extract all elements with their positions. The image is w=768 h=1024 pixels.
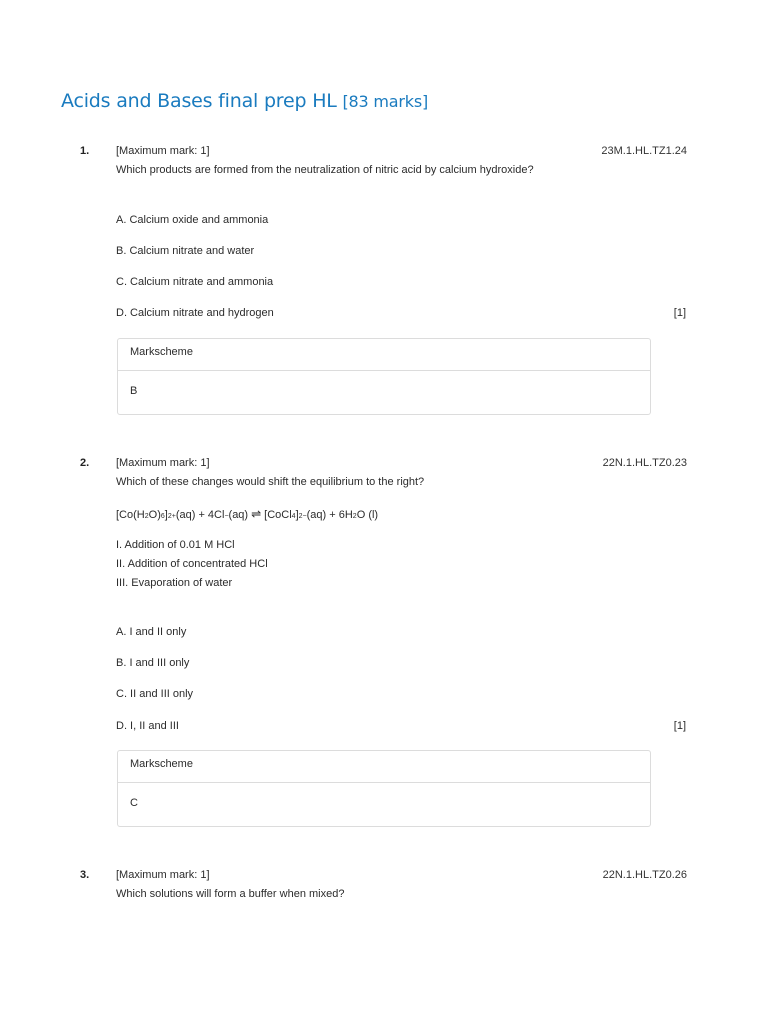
markscheme-label: Markscheme	[118, 339, 650, 371]
option-c: C. Calcium nitrate and ammonia	[116, 276, 274, 288]
statement-3: III. Evaporation of water	[116, 577, 233, 589]
markscheme-box	[117, 338, 651, 415]
question-stem: Which of these changes would shift the equilibrium to the right?	[116, 476, 425, 488]
max-mark: [Maximum mark: 1]	[116, 869, 210, 881]
markscheme-label: Markscheme	[118, 751, 650, 783]
option-d: D. I, II and III	[116, 720, 179, 732]
question-mark: [1]	[673, 307, 686, 319]
question-stem: Which products are formed from the neutralization of nitric acid by calcium hydroxide?	[116, 164, 534, 176]
total-marks: [83 marks]	[342, 92, 429, 111]
option-a: A. Calcium oxide and ammonia	[116, 214, 269, 226]
equilibrium-arrow-icon: ⇌	[251, 507, 262, 521]
statement-2: II. Addition of concentrated HCl	[116, 558, 268, 570]
question-code: 22N.1.HL.TZ0.26	[602, 869, 687, 881]
option-d: D. Calcium nitrate and hydrogen	[116, 307, 274, 319]
markscheme-answer: B	[130, 385, 138, 397]
markscheme-answer: C	[130, 797, 138, 809]
max-mark: [Maximum mark: 1]	[116, 145, 210, 157]
question-code: 22N.1.HL.TZ0.23	[602, 457, 687, 469]
option-b: B. Calcium nitrate and water	[116, 245, 255, 257]
question-number: 3.	[80, 869, 90, 881]
markscheme-box	[117, 750, 651, 827]
question-mark: [1]	[673, 720, 686, 732]
question-number: 1.	[80, 145, 90, 157]
equilibrium-equation: [Co(H 2 O) 6 ] 2+ (aq) + 4Cl − (aq) ⇌ [CoCl 4 ] 2− (aq) + 6H 2 O (l)	[116, 507, 379, 521]
question-code: 23M.1.HL.TZ1.24	[601, 145, 687, 157]
option-c: C. II and III only	[116, 688, 194, 700]
option-a: A. I and II only	[116, 626, 187, 638]
title-text: Acids and Bases final prep HL	[61, 90, 337, 112]
max-mark: [Maximum mark: 1]	[116, 457, 210, 469]
option-b: B. I and III only	[116, 657, 190, 669]
question-number: 2.	[80, 457, 90, 469]
statement-1: I. Addition of 0.01 M HCl	[116, 539, 235, 551]
page-title	[61, 90, 428, 112]
question-stem: Which solutions will form a buffer when mixed?	[116, 888, 345, 900]
